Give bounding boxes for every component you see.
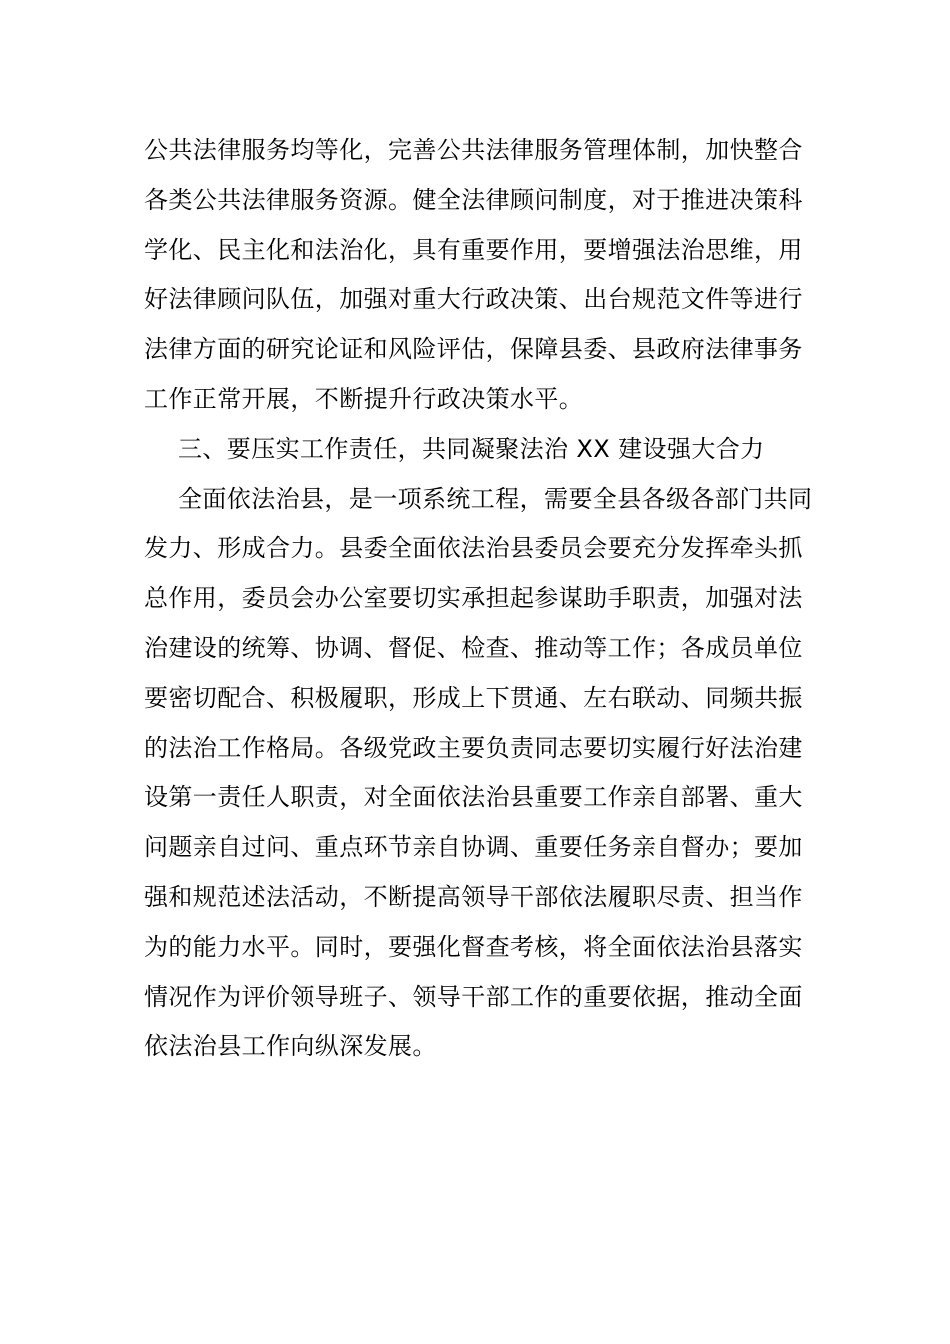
- text-line: 依法治县工作向纵深发展。: [144, 1032, 437, 1061]
- text-line: 好法律顾问队伍，加强对重大行政决策、出台规范文件等进行: [144, 285, 803, 314]
- text-line: 设第一责任人职责，对全面依法治县重要工作亲自部署、重大: [144, 783, 803, 812]
- document-body: [144, 126, 814, 1072]
- text-line: 法律方面的研究论证和风险评估，保障县委、县政府法律事务: [144, 335, 803, 364]
- section-heading: 三、要压实工作责任，共同凝聚法治 XX 建设强大合力: [178, 434, 765, 463]
- text-line: 要密切配合、积极履职，形成上下贯通、左右联动、同频共振: [144, 683, 803, 712]
- text-line: 工作正常开展，不断提升行政决策水平。: [144, 384, 584, 413]
- text-line: 发力、形成合力。县委全面依法治县委员会要充分发挥牵头抓: [144, 534, 803, 563]
- text-line: 治建设的统筹、协调、督促、检查、推动等工作；各成员单位: [144, 633, 803, 662]
- text-line: 总作用，委员会办公室要切实承担起参谋助手职责，加强对法: [144, 584, 803, 613]
- paragraph-first-line: 全面依法治县，是一项系统工程，需要全县各级各部门共同: [178, 484, 813, 513]
- text-line: 情况作为评价领导班子、领导干部工作的重要依据，推动全面: [144, 982, 803, 1011]
- text-line: 强和规范述法活动，不断提高领导干部依法履职尽责、担当作: [144, 882, 803, 911]
- text-line: 公共法律服务均等化，完善公共法律服务管理体制，加快整合: [144, 136, 803, 164]
- text-line: 学化、民主化和法治化，具有重要作用，要增强法治思维，用: [144, 235, 803, 264]
- text-line: 的法治工作格局。各级党政主要负责同志要切实履行好法治建: [144, 733, 803, 762]
- text-line: 问题亲自过问、重点环节亲自协调、重要任务亲自督办；要加: [144, 833, 803, 862]
- text-line: 各类公共法律服务资源。健全法律顾问制度，对于推进决策科: [144, 185, 803, 214]
- text-line: 为的能力水平。同时，要强化督查考核，将全面依法治县落实: [144, 932, 803, 961]
